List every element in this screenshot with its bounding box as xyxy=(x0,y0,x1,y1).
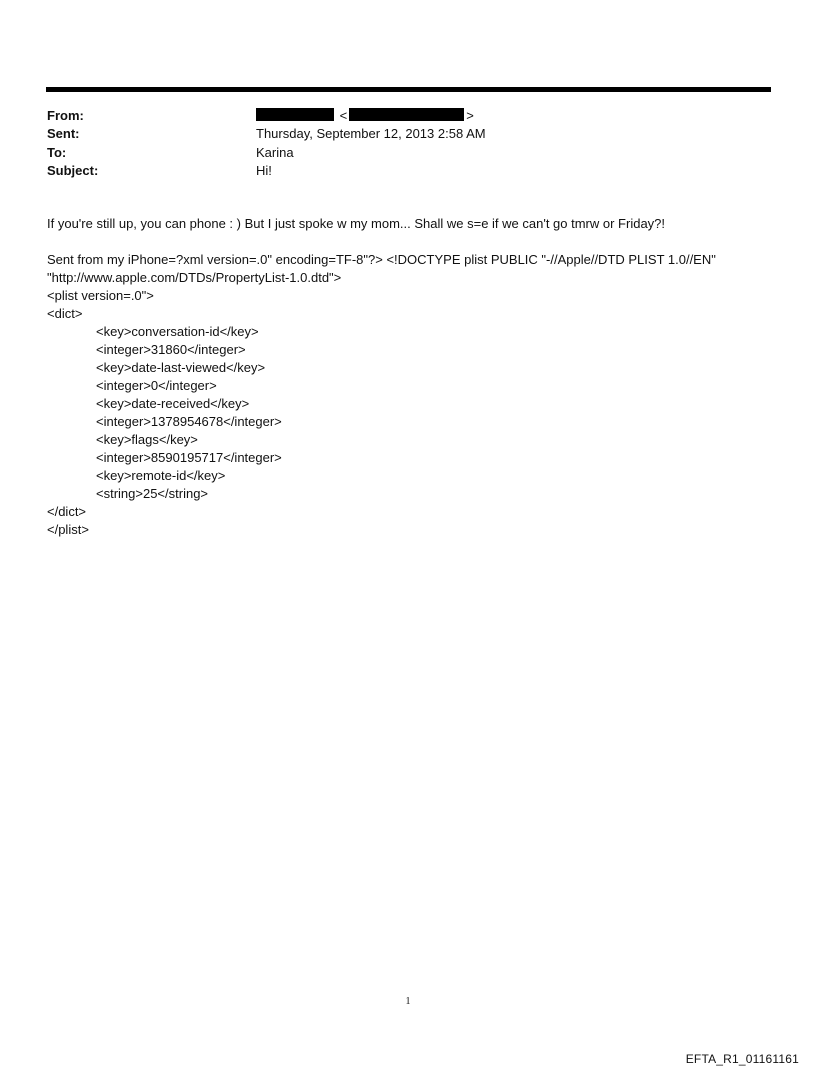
subject-value: Hi! xyxy=(256,163,272,178)
dict-close: </dict> xyxy=(47,504,87,519)
redacted-sender-email xyxy=(349,108,464,121)
dict-line: <key>date-last-viewed</key> xyxy=(96,360,266,375)
dict-line: <integer>0</integer> xyxy=(96,378,217,393)
dict-line: <key>date-received</key> xyxy=(96,396,250,411)
subject-label: Subject: xyxy=(47,163,99,178)
sent-value: Thursday, September 12, 2013 2:58 AM xyxy=(256,126,486,141)
signature-line-2: "http://www.apple.com/DTDs/PropertyList-1.0.dtd"> xyxy=(47,270,342,285)
from-close-bracket: > xyxy=(466,108,474,123)
document-id: EFTA_R1_01161161 xyxy=(685,1052,799,1066)
dict-line: <key>remote-id</key> xyxy=(96,468,226,483)
dict-line: <key>conversation-id</key> xyxy=(96,324,259,339)
from-open-bracket: < xyxy=(339,108,348,123)
dict-line: <integer>8590195717</integer> xyxy=(96,450,282,465)
dict-line: <integer>31860</integer> xyxy=(96,342,246,357)
dict-open: <dict> xyxy=(47,306,83,321)
to-label: To: xyxy=(47,145,67,160)
dict-line: <string>25</string> xyxy=(96,486,209,501)
header-divider xyxy=(46,87,771,92)
plist-open: <plist version=.0"> xyxy=(47,288,154,303)
redacted-sender-name xyxy=(256,108,334,121)
dict-line: <integer>1378954678</integer> xyxy=(96,414,282,429)
plist-close: </plist> xyxy=(47,522,89,537)
from-label: From: xyxy=(47,108,84,123)
to-value: Karina xyxy=(256,145,294,160)
from-value xyxy=(256,107,476,125)
dict-line: <key>flags</key> xyxy=(96,432,198,447)
sent-label: Sent: xyxy=(47,126,80,141)
message-text: If you're still up, you can phone : ) But I just spoke w my mom... Shall we s=e if we can't go tmrw or Friday?! xyxy=(47,216,666,231)
signature-line-1: Sent from my iPhone=?xml version=.0" encoding=TF-8"?> <!DOCTYPE plist PUBLIC "-//Apple//DTD PLIST 1.0//EN" xyxy=(47,252,716,267)
page-number: 1 xyxy=(405,996,411,1007)
